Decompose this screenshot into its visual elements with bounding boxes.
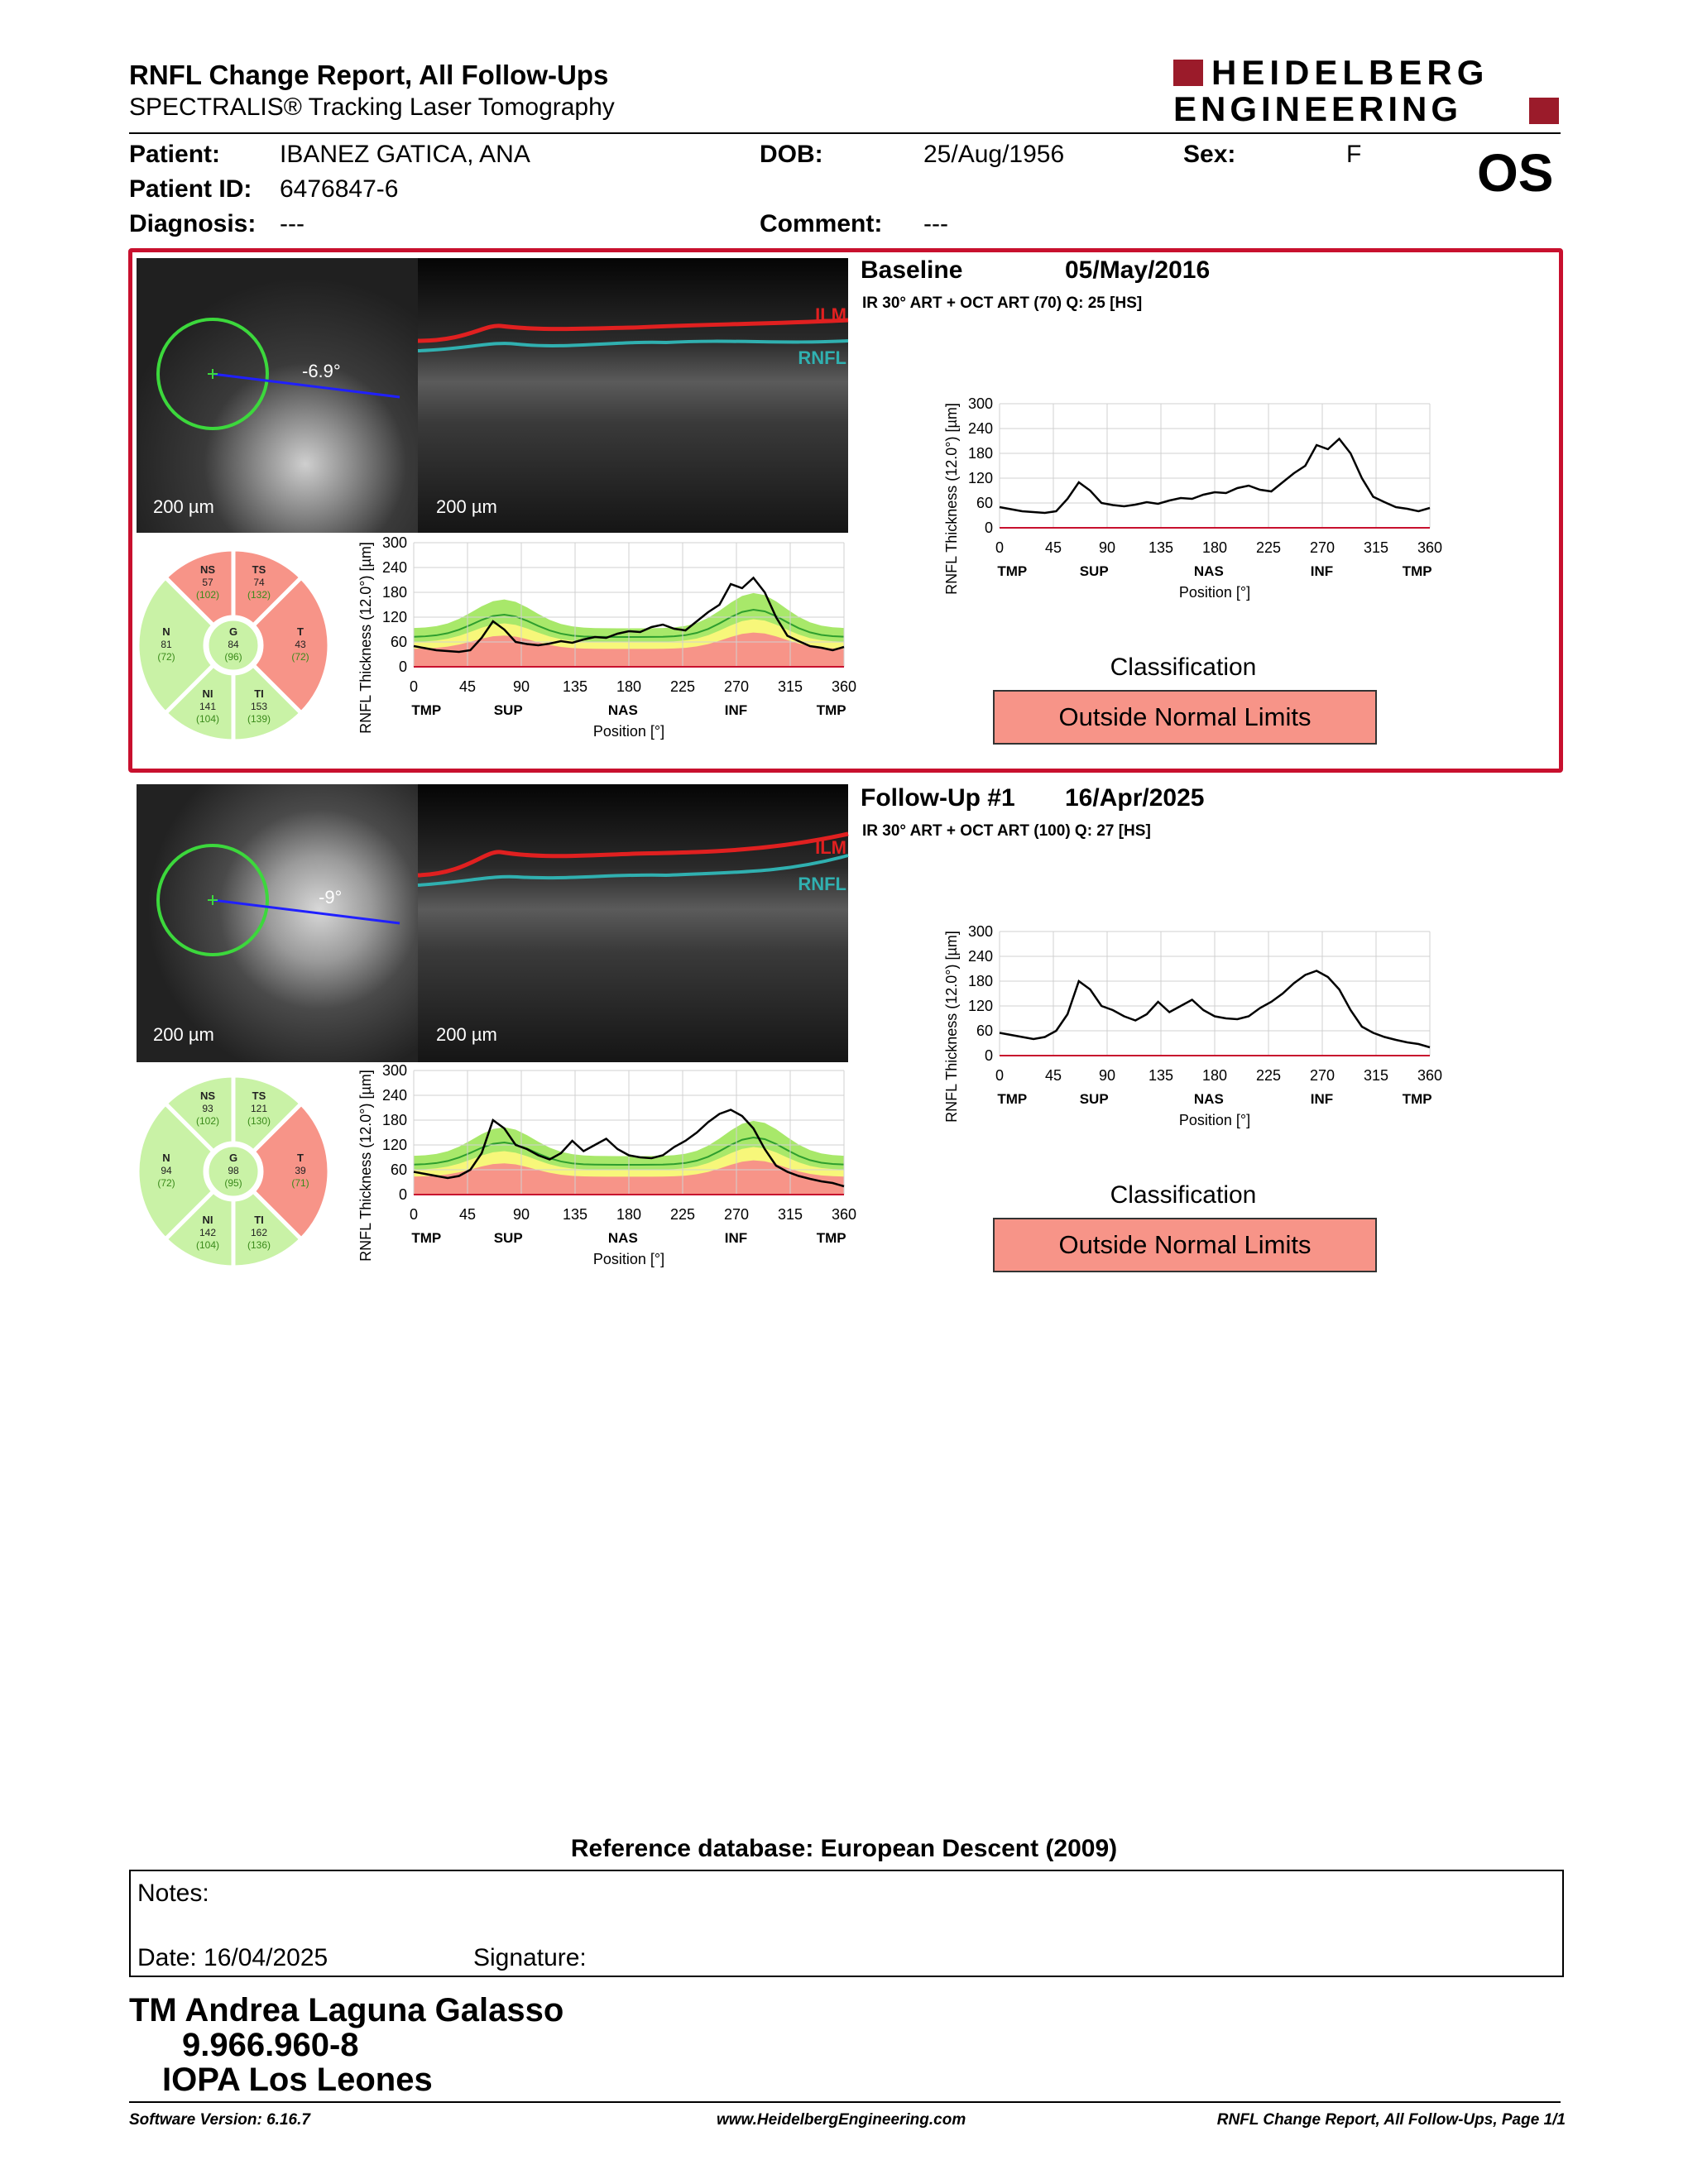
baseline-sector-g-label: G <box>228 625 238 638</box>
followup-sector-t-ref: (71) <box>291 1177 309 1189</box>
followup-small-ytick-300: 300 <box>381 1062 407 1079</box>
baseline-sector-ns-value: 57 <box>202 577 213 589</box>
followup-small-xtick-45: 45 <box>458 1206 477 1223</box>
followup-label: Follow-Up #1 <box>861 784 1015 812</box>
followup-small-profile-chart <box>339 1062 857 1287</box>
baseline-small-sector-axis-4: TMP <box>816 702 846 718</box>
sex-label: Sex: <box>1183 141 1236 168</box>
baseline-oct-scan <box>418 258 848 533</box>
logo-square-top <box>1173 60 1203 86</box>
baseline-small-sector-axis-0: TMP <box>411 702 442 718</box>
followup-sector-ns-value: 93 <box>202 1103 213 1115</box>
baseline-small-ytick-240: 240 <box>381 559 407 576</box>
baseline-big-ytick-240: 240 <box>967 420 993 437</box>
followup-small-xlabel: Position [°] <box>592 1251 665 1267</box>
baseline-classification-title: Classification <box>1110 654 1257 681</box>
followup-sector-ns-label: NS <box>199 1090 216 1103</box>
baseline-sector-ti-ref: (139) <box>247 712 271 725</box>
baseline-details: IR 30° ART + OCT ART (70) Q: 25 [HS] <box>862 295 1143 312</box>
followup-sector-g-label: G <box>228 1152 238 1164</box>
followup-sector-ni-value: 142 <box>199 1226 217 1238</box>
followup-big-xtick-45: 45 <box>1044 1067 1062 1084</box>
followup-rnfl-label: RNFL <box>798 874 846 894</box>
followup-sector-ts-label: TS <box>252 1090 266 1103</box>
baseline-big-xtick-360: 360 <box>1417 539 1443 556</box>
followup-big-sector-axis-2: NAS <box>1193 1091 1224 1107</box>
baseline-big-xtick-135: 135 <box>1148 539 1174 556</box>
followup-big-xtick-135: 135 <box>1148 1067 1174 1084</box>
heidelberg-logo <box>1173 53 1562 129</box>
baseline-big-xtick-270: 270 <box>1309 539 1336 556</box>
followup-sector-n-label: N <box>162 1152 170 1164</box>
baseline-sector-ts-ref: (132) <box>247 589 271 601</box>
logo-line-2: ENGINEERING <box>1173 89 1463 128</box>
baseline-sector-ts-value: 74 <box>253 577 265 589</box>
followup-small-xtick-315: 315 <box>777 1206 803 1223</box>
baseline-sector-ti-label: TI <box>254 687 264 700</box>
baseline-small-sector-axis-2: NAS <box>607 702 638 718</box>
followup-angle-label: -9° <box>319 887 343 908</box>
baseline-sector-n-ref: (72) <box>157 651 175 663</box>
baseline-sector-ts-label: TS <box>252 563 266 577</box>
followup-small-xtick-90: 90 <box>512 1206 530 1223</box>
patient-id-label: Patient ID: <box>129 175 252 203</box>
logo-square-bottom <box>1529 98 1559 124</box>
baseline-fundus-image <box>137 258 418 533</box>
followup-big-sector-axis-3: INF <box>1310 1091 1334 1107</box>
followup-sector-ni-label: NI <box>202 1213 213 1226</box>
followup-sector-t-value: 39 <box>295 1165 306 1176</box>
followup-big-sector-axis-0: TMP <box>997 1091 1028 1107</box>
baseline-fundus-scale: 200 µm <box>153 496 214 517</box>
followup-big-xtick-225: 225 <box>1255 1067 1282 1084</box>
baseline-sector-ti-value: 153 <box>250 700 268 712</box>
baseline-small-xtick-180: 180 <box>616 678 642 695</box>
baseline-big-xtick-315: 315 <box>1363 539 1389 556</box>
baseline-profile-chart <box>920 386 1441 609</box>
followup-small-xtick-0: 0 <box>409 1206 419 1223</box>
followup-small-ytick-60: 60 <box>390 1161 407 1178</box>
comment-value: --- <box>923 210 948 237</box>
baseline-sector-t-ref: (72) <box>291 651 309 663</box>
baseline-big-sector-axis-4: TMP <box>1402 563 1432 579</box>
followup-big-ytick-60: 60 <box>976 1023 993 1039</box>
followup-profile-chart <box>920 913 1441 1137</box>
followup-classification-badge: Outside Normal Limits <box>993 1218 1377 1272</box>
baseline-date: 05/May/2016 <box>1065 256 1211 284</box>
followup-sector-ts-value: 121 <box>250 1103 268 1115</box>
baseline-small-xtick-360: 360 <box>831 678 857 695</box>
baseline-big-ytick-300: 300 <box>967 395 993 412</box>
baseline-small-xtick-225: 225 <box>669 678 696 695</box>
diagnosis-label: Diagnosis: <box>129 210 257 237</box>
baseline-big-xtick-0: 0 <box>995 539 1005 556</box>
followup-big-ytick-120: 120 <box>967 998 993 1014</box>
baseline-sector-ni-ref: (104) <box>195 712 220 725</box>
patient-label: Patient: <box>129 141 221 168</box>
header-rule <box>129 132 1561 134</box>
baseline-sector-ni-label: NI <box>202 687 213 700</box>
baseline-big-ytick-0: 0 <box>984 520 993 536</box>
followup-sector-n-ref: (72) <box>157 1177 175 1189</box>
baseline-small-xlabel: Position [°] <box>592 723 665 740</box>
baseline-small-xtick-90: 90 <box>512 678 530 695</box>
followup-details: IR 30° ART + OCT ART (100) Q: 27 [HS] <box>862 822 1151 840</box>
followup-small-sector-axis-0: TMP <box>411 1230 442 1246</box>
followup-big-xtick-180: 180 <box>1201 1067 1228 1084</box>
baseline-oct-lines <box>418 258 848 533</box>
followup-sector-ti-ref: (136) <box>247 1238 271 1251</box>
baseline-small-ytick-0: 0 <box>398 659 407 675</box>
followup-sector-ti-label: TI <box>254 1213 264 1226</box>
dob-value: 25/Aug/1956 <box>923 141 1065 168</box>
baseline-big-ylabel: RNFL Thickness (12.0°) [µm] <box>943 403 960 595</box>
baseline-sector-g-value: 84 <box>228 639 239 650</box>
followup-sector-ns-ref: (102) <box>195 1115 220 1128</box>
signer-org: IOPA Los Leones <box>162 2062 433 2098</box>
followup-small-xtick-180: 180 <box>616 1206 642 1223</box>
followup-big-sector-axis-1: SUP <box>1079 1091 1109 1107</box>
baseline-small-xtick-45: 45 <box>458 678 477 695</box>
baseline-classification-badge: Outside Normal Limits <box>993 690 1377 745</box>
followup-sector-chart <box>134 1072 333 1271</box>
baseline-small-sector-axis-3: INF <box>724 702 748 718</box>
baseline-label: Baseline <box>861 256 963 284</box>
footer-url[interactable]: www.HeidelbergEngineering.com <box>717 2111 966 2129</box>
followup-big-ytick-300: 300 <box>967 923 993 940</box>
footer-page: RNFL Change Report, All Follow-Ups, Page 1/1 <box>1216 2111 1566 2129</box>
baseline-small-ylabel: RNFL Thickness (12.0°) [µm] <box>357 542 374 734</box>
baseline-big-xtick-45: 45 <box>1044 539 1062 556</box>
baseline-small-xtick-315: 315 <box>777 678 803 695</box>
followup-big-xtick-90: 90 <box>1098 1067 1116 1084</box>
comment-label: Comment: <box>760 210 883 237</box>
baseline-small-ytick-120: 120 <box>381 609 407 625</box>
baseline-big-xlabel: Position [°] <box>1178 584 1251 601</box>
baseline-big-xtick-90: 90 <box>1098 539 1116 556</box>
followup-small-ytick-0: 0 <box>398 1186 407 1203</box>
report-subtitle: SPECTRALIS® Tracking Laser Tomography <box>129 93 615 121</box>
baseline-sector-ni-value: 141 <box>199 700 217 712</box>
followup-small-ytick-180: 180 <box>381 1112 407 1128</box>
followup-big-ytick-0: 0 <box>984 1047 993 1064</box>
baseline-small-profile-chart <box>339 534 857 759</box>
followup-small-sector-axis-2: NAS <box>607 1230 638 1246</box>
followup-small-ytick-120: 120 <box>381 1137 407 1153</box>
followup-big-ylabel: RNFL Thickness (12.0°) [µm] <box>943 931 960 1123</box>
baseline-small-sector-axis-1: SUP <box>493 702 523 718</box>
baseline-big-sector-axis-1: SUP <box>1079 563 1109 579</box>
baseline-oct-scale: 200 µm <box>436 496 497 517</box>
followup-big-ytick-180: 180 <box>967 973 993 989</box>
followup-small-xtick-225: 225 <box>669 1206 696 1223</box>
baseline-rnfl-label: RNFL <box>798 347 846 368</box>
baseline-sector-ns-label: NS <box>199 563 216 577</box>
followup-small-sector-axis-1: SUP <box>493 1230 523 1246</box>
baseline-big-sector-axis-2: NAS <box>1193 563 1224 579</box>
followup-fundus-scale: 200 µm <box>153 1024 214 1045</box>
followup-sector-g-ref: (95) <box>224 1177 242 1189</box>
followup-big-xlabel: Position [°] <box>1178 1112 1251 1128</box>
baseline-big-xtick-225: 225 <box>1255 539 1282 556</box>
followup-fundus-overlay <box>137 784 418 1062</box>
diagnosis-value: --- <box>280 210 305 237</box>
followup-date: 16/Apr/2025 <box>1065 784 1205 812</box>
baseline-small-ytick-180: 180 <box>381 584 407 601</box>
baseline-big-sector-axis-3: INF <box>1310 563 1334 579</box>
followup-small-sector-axis-3: INF <box>724 1230 748 1246</box>
baseline-angle-label: -6.9° <box>302 361 341 381</box>
sex-value: F <box>1346 141 1362 168</box>
followup-sector-ts-ref: (130) <box>247 1115 271 1128</box>
baseline-sector-ns-ref: (102) <box>195 589 220 601</box>
baseline-sector-g-ref: (96) <box>224 651 242 663</box>
baseline-big-ytick-120: 120 <box>967 470 993 486</box>
followup-classification-title: Classification <box>1110 1181 1257 1209</box>
footer-software: Software Version: 6.16.7 <box>129 2111 310 2129</box>
followup-sector-ni-ref: (104) <box>195 1238 220 1251</box>
followup-sector-ti-value: 162 <box>250 1226 268 1238</box>
followup-sector-n-value: 94 <box>161 1165 172 1176</box>
footer-rule <box>129 2101 1561 2103</box>
baseline-small-xtick-135: 135 <box>562 678 588 695</box>
followup-oct-lines <box>418 784 848 1062</box>
baseline-sector-t-label: T <box>297 625 304 638</box>
patient-value: IBANEZ GATICA, ANA <box>280 141 530 168</box>
baseline-sector-n-label: N <box>162 625 170 638</box>
followup-small-xtick-135: 135 <box>562 1206 588 1223</box>
followup-sector-g-value: 98 <box>228 1165 239 1176</box>
logo-line-1: HEIDELBERG <box>1211 53 1489 92</box>
baseline-sector-chart <box>134 546 333 745</box>
followup-sector-t-label: T <box>297 1152 304 1164</box>
followup-big-ytick-240: 240 <box>967 948 993 965</box>
followup-big-xtick-270: 270 <box>1309 1067 1336 1084</box>
notes-signature: Signature: <box>473 1944 587 1971</box>
baseline-small-xtick-0: 0 <box>409 678 419 695</box>
report-title: RNFL Change Report, All Follow-Ups <box>129 60 609 90</box>
followup-small-ylabel: RNFL Thickness (12.0°) [µm] <box>357 1070 374 1262</box>
eye-label: OS <box>1477 143 1554 203</box>
baseline-big-ytick-60: 60 <box>976 495 993 511</box>
followup-big-xtick-360: 360 <box>1417 1067 1443 1084</box>
notes-label: Notes: <box>137 1880 209 1907</box>
followup-ilm-label: ILM <box>815 837 846 858</box>
followup-small-xtick-270: 270 <box>723 1206 750 1223</box>
followup-small-sector-axis-4: TMP <box>816 1230 846 1246</box>
followup-big-sector-axis-4: TMP <box>1402 1091 1432 1107</box>
baseline-big-ytick-180: 180 <box>967 445 993 462</box>
baseline-small-ytick-60: 60 <box>390 634 407 650</box>
baseline-fundus-overlay <box>137 258 418 533</box>
reference-database: Reference database: European Descent (2009) <box>570 1835 1118 1862</box>
followup-oct-scan <box>418 784 848 1062</box>
followup-big-xtick-0: 0 <box>995 1067 1005 1084</box>
patient-id-value: 6476847-6 <box>280 175 399 203</box>
signer-id: 9.966.960-8 <box>182 2027 359 2063</box>
followup-small-ytick-240: 240 <box>381 1087 407 1104</box>
baseline-small-ytick-300: 300 <box>381 534 407 551</box>
followup-small-xtick-360: 360 <box>831 1206 857 1223</box>
baseline-small-xtick-270: 270 <box>723 678 750 695</box>
baseline-big-sector-axis-0: TMP <box>997 563 1028 579</box>
baseline-sector-t-value: 43 <box>295 639 306 650</box>
followup-fundus-image <box>137 784 418 1062</box>
followup-oct-scale: 200 µm <box>436 1024 497 1045</box>
followup-big-xtick-315: 315 <box>1363 1067 1389 1084</box>
notes-date: Date: 16/04/2025 <box>137 1944 328 1971</box>
notes-box <box>129 1870 1564 1977</box>
signer-name: TM Andrea Laguna Galasso <box>129 1992 564 2028</box>
baseline-ilm-label: ILM <box>815 304 846 325</box>
baseline-sector-n-value: 81 <box>161 639 172 650</box>
baseline-big-xtick-180: 180 <box>1201 539 1228 556</box>
dob-label: DOB: <box>760 141 823 168</box>
